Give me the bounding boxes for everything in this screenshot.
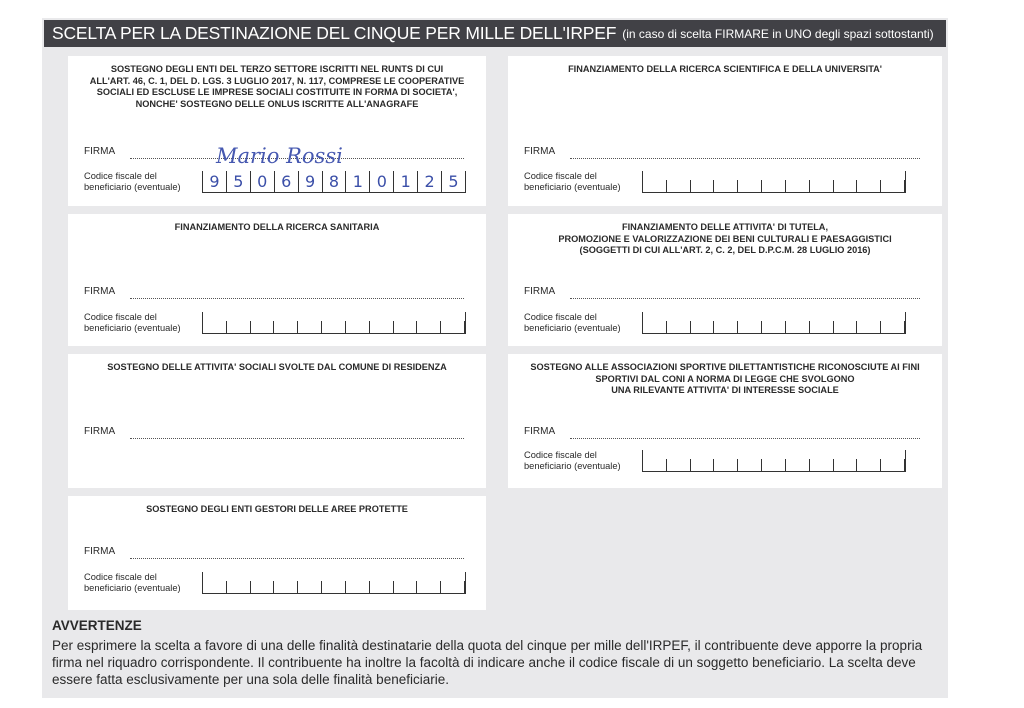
codice-fiscale-digit[interactable] — [810, 312, 834, 333]
codice-fiscale-label: Codice fiscale del beneficiario (eventuale) — [84, 312, 181, 333]
signature-field[interactable] — [130, 298, 464, 299]
codice-fiscale-digit[interactable] — [227, 312, 251, 333]
firma-label: FIRMA — [84, 546, 116, 557]
codice-fiscale-digit[interactable] — [667, 450, 691, 471]
panel-title: SOSTEGNO ALLE ASSOCIAZIONI SPORTIVE DILETTANTISTICHE RICONOSCIUTE AI FINI SPORTIVI DAL CONI A NORMA DI LEGGE CHE SVOLGONO UNA RILEVANTE ATTIVITA' DI INTERESSE SOCIALE — [530, 362, 920, 395]
codice-fiscale-digit[interactable] — [857, 171, 881, 192]
codice-fiscale-digit[interactable] — [691, 450, 715, 471]
codice-fiscale-digit[interactable] — [786, 171, 810, 192]
panel-title: SOSTEGNO DELLE ATTIVITA' SOCIALI SVOLTE DAL COMUNE DI RESIDENZA — [107, 362, 447, 372]
signature-field[interactable] — [570, 298, 920, 299]
codice-fiscale-digit[interactable] — [667, 171, 691, 192]
codice-fiscale-digit[interactable] — [322, 572, 346, 593]
codice-fiscale-digit[interactable]: 1 — [346, 171, 370, 192]
codice-fiscale-digit[interactable] — [394, 312, 418, 333]
codice-fiscale-digit[interactable] — [881, 171, 906, 192]
codice-fiscale-digit[interactable] — [346, 572, 370, 593]
panel-title: FINANZIAMENTO DELLE ATTIVITA' DI TUTELA, PROMOZIONE E VALORIZZAZIONE DEI BENI CULTURALI E PAESAGGISTICI (SOGGETTI DI CUI ALL'ART. 2, C. 2, DEL D.P.C.M. 28 LUGLIO 2016) — [558, 222, 892, 255]
codice-fiscale-digit[interactable] — [738, 450, 762, 471]
codice-fiscale-digit[interactable] — [810, 450, 834, 471]
panel-title: FINANZIAMENTO DELLA RICERCA SCIENTIFICA E DELLA UNIVERSITA' — [568, 64, 882, 74]
codice-fiscale-label: Codice fiscale del beneficiario (eventuale) — [84, 572, 181, 593]
codice-fiscale-digit[interactable] — [762, 171, 786, 192]
firma-label: FIRMA — [524, 426, 556, 437]
codice-fiscale-input[interactable] — [202, 171, 466, 193]
codice-fiscale-digit[interactable] — [667, 312, 691, 333]
firma-label: FIRMA — [84, 146, 116, 157]
codice-fiscale-digit[interactable]: 1 — [394, 171, 418, 192]
codice-fiscale-digit[interactable] — [834, 312, 858, 333]
codice-fiscale-digit[interactable] — [714, 312, 738, 333]
codice-fiscale-digit[interactable] — [394, 572, 418, 593]
firma-label: FIRMA — [524, 146, 556, 157]
choice-panel-1 — [68, 56, 486, 206]
codice-fiscale-digit[interactable] — [881, 312, 906, 333]
firma-label: FIRMA — [84, 426, 116, 437]
codice-fiscale-digit[interactable] — [417, 572, 441, 593]
codice-fiscale-digit[interactable] — [691, 171, 715, 192]
codice-fiscale-digit[interactable]: 5 — [442, 171, 466, 192]
signature-field[interactable] — [130, 438, 464, 439]
codice-fiscale-digit[interactable] — [298, 312, 322, 333]
choice-panel-6 — [508, 354, 942, 488]
codice-fiscale-input[interactable] — [642, 450, 906, 472]
codice-fiscale-digit[interactable] — [251, 572, 275, 593]
codice-fiscale-digit[interactable] — [714, 171, 738, 192]
codice-fiscale-digit[interactable] — [251, 312, 275, 333]
codice-fiscale-digit[interactable]: 0 — [251, 171, 275, 192]
codice-fiscale-digit[interactable] — [417, 312, 441, 333]
codice-fiscale-digit[interactable] — [370, 572, 394, 593]
codice-fiscale-digit[interactable] — [762, 312, 786, 333]
codice-fiscale-input[interactable] — [202, 572, 466, 594]
codice-fiscale-digit[interactable]: 9 — [299, 171, 323, 192]
codice-fiscale-digit[interactable] — [441, 312, 466, 333]
codice-fiscale-digit[interactable]: 5 — [227, 171, 251, 192]
codice-fiscale-digit[interactable] — [834, 450, 858, 471]
codice-fiscale-digit[interactable] — [857, 312, 881, 333]
form-title: SCELTA PER LA DESTINAZIONE DEL CINQUE PER MILLE DELL'IRPEF — [52, 23, 617, 43]
codice-fiscale-digit[interactable]: 8 — [323, 171, 347, 192]
choice-panel-4 — [508, 214, 942, 346]
codice-fiscale-digit[interactable] — [643, 450, 667, 471]
choice-panel-3 — [68, 214, 486, 346]
codice-fiscale-digit[interactable] — [346, 312, 370, 333]
codice-fiscale-digit[interactable] — [834, 171, 858, 192]
codice-fiscale-digit[interactable] — [691, 312, 715, 333]
codice-fiscale-digit[interactable] — [203, 572, 227, 593]
handwritten-signature: Mario Rossi — [216, 144, 343, 168]
panel-title: SOSTEGNO DEGLI ENTI GESTORI DELLE AREE PROTETTE — [146, 504, 408, 514]
avvertenze-text: Per esprimere la scelta a favore di una delle finalità destinatarie della quota del cinque per mille dell'IRPEF, il contribuente deve apporre la propria firma nel riquadro corrispondente. Il contribuente ha inoltre la facoltà di indicare anche il codice fiscale di un soggetto beneficiario. La scelta deve essere fatta esclusivamente per una sola delle finalità beneficiarie. — [52, 638, 923, 687]
codice-fiscale-label: Codice fiscale del beneficiario (eventuale) — [524, 171, 621, 192]
codice-fiscale-digit[interactable]: 2 — [418, 171, 442, 192]
codice-fiscale-digit[interactable] — [881, 450, 906, 471]
choice-panel-5 — [68, 354, 486, 488]
codice-fiscale-input[interactable] — [642, 312, 906, 334]
codice-fiscale-digit[interactable] — [441, 572, 466, 593]
codice-fiscale-digit[interactable] — [857, 450, 881, 471]
codice-fiscale-digit[interactable] — [786, 312, 810, 333]
codice-fiscale-input[interactable] — [202, 312, 466, 334]
codice-fiscale-digit[interactable] — [643, 171, 667, 192]
codice-fiscale-digit[interactable] — [810, 171, 834, 192]
codice-fiscale-digit[interactable] — [203, 312, 227, 333]
codice-fiscale-digit[interactable]: 9 — [203, 171, 227, 192]
firma-label: FIRMA — [524, 286, 556, 297]
codice-fiscale-digit[interactable] — [643, 312, 667, 333]
codice-fiscale-digit[interactable] — [738, 171, 762, 192]
codice-fiscale-digit[interactable] — [714, 450, 738, 471]
panel-title: SOSTEGNO DEGLI ENTI DEL TERZO SETTORE ISCRITTI NEL RUNTS DI CUI ALL'ART. 46, C. 1, DEL D. LGS. 3 LUGLIO 2017, N. 117, COMPRESE LE COOPERATIVE SOCIALI ED ESCLUSE LE IMPRESE SOCIALI COSTITUITE IN FORMA DI SOCIETA', NONCHE' SOSTEGNO DELLE ONLUS ISCRITTE ALL'ANAGRAFE — [89, 64, 465, 109]
signature-field[interactable] — [570, 438, 920, 439]
choice-panel-2 — [508, 56, 942, 206]
panel-title: FINANZIAMENTO DELLA RICERCA SANITARIA — [174, 222, 380, 232]
codice-fiscale-digit[interactable] — [227, 572, 251, 593]
codice-fiscale-digit[interactable] — [786, 450, 810, 471]
signature-field[interactable] — [130, 144, 464, 168]
codice-fiscale-input[interactable] — [642, 171, 906, 193]
codice-fiscale-digit[interactable]: 6 — [275, 171, 299, 192]
codice-fiscale-label: Codice fiscale del beneficiario (eventuale) — [524, 450, 621, 471]
avvertenze-title: AVVERTENZE — [52, 618, 142, 633]
form-header — [44, 20, 946, 47]
codice-fiscale-digit[interactable] — [274, 312, 298, 333]
choice-panel-7 — [68, 496, 486, 610]
firma-label: FIRMA — [84, 286, 116, 297]
signature-field[interactable] — [570, 158, 920, 159]
codice-fiscale-digit[interactable] — [762, 450, 786, 471]
form-instruction: (in caso di scelta FIRMARE in UNO degli spazi sottostanti) — [622, 26, 934, 41]
codice-fiscale-label: Codice fiscale del beneficiario (eventuale) — [84, 171, 181, 192]
codice-fiscale-digit[interactable] — [738, 312, 762, 333]
codice-fiscale-digit[interactable] — [322, 312, 346, 333]
codice-fiscale-digit[interactable] — [274, 572, 298, 593]
signature-field[interactable] — [130, 558, 464, 559]
codice-fiscale-label: Codice fiscale del beneficiario (eventuale) — [524, 312, 621, 333]
codice-fiscale-digit[interactable] — [298, 572, 322, 593]
codice-fiscale-digit[interactable] — [370, 312, 394, 333]
codice-fiscale-digit[interactable]: 0 — [370, 171, 394, 192]
